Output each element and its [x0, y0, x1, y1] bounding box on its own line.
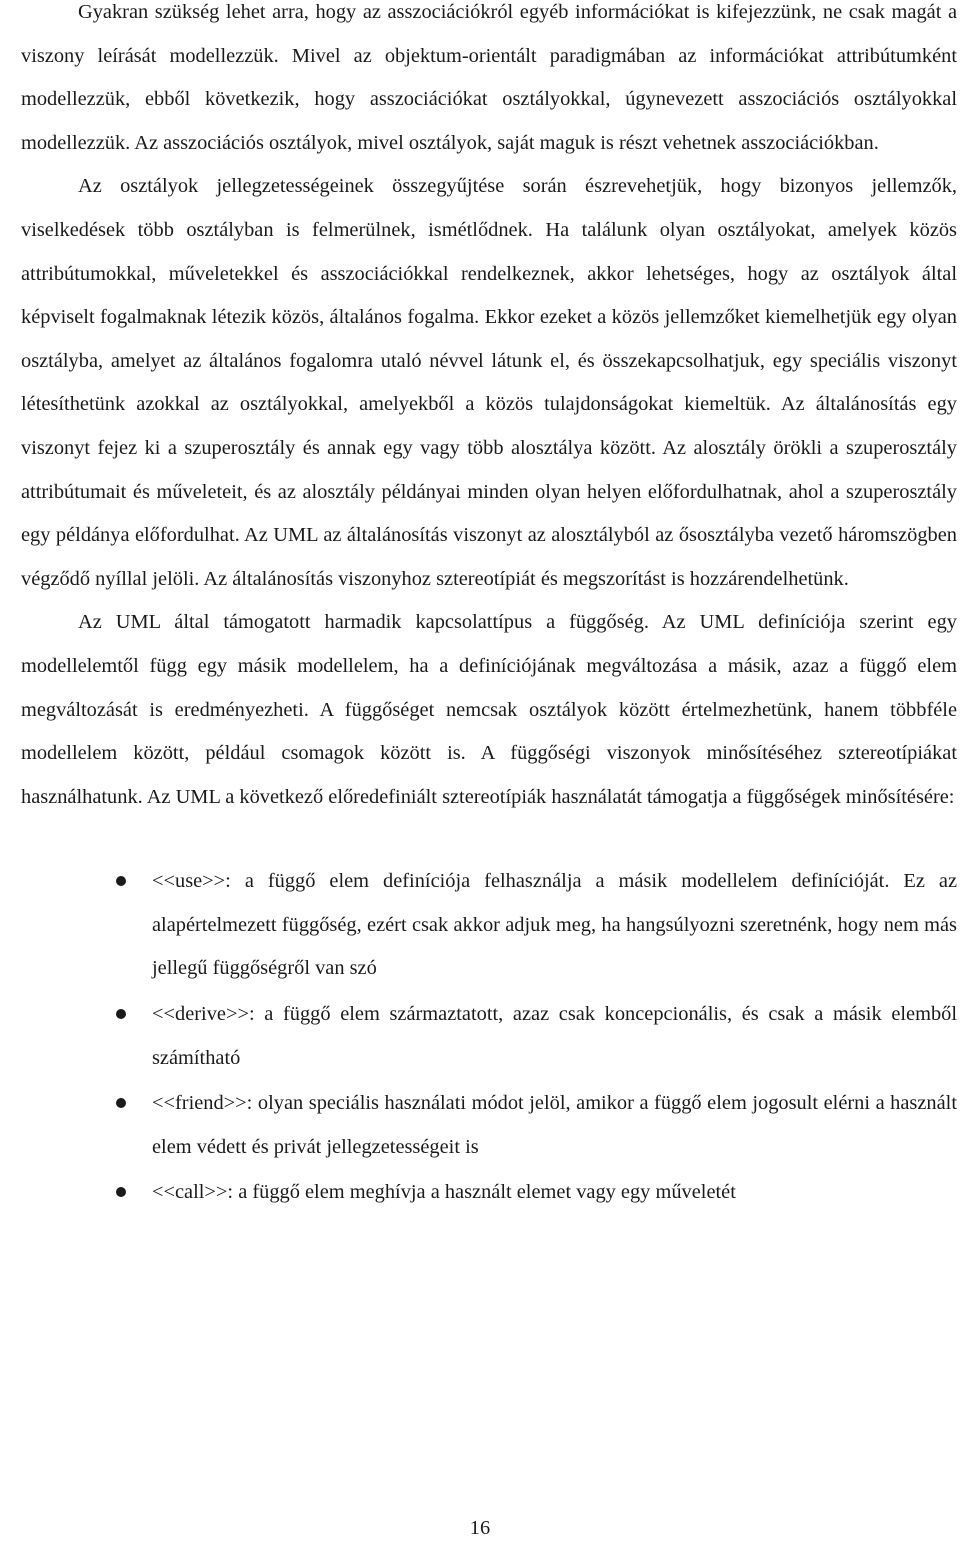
list-item-use [21, 860, 957, 991]
list-item-text: <<friend>>: olyan speciális használati módot jelöl, amikor a függő elem jogosult elérni a használt elem védett és privát jellegzetességeit is [152, 1092, 957, 1158]
bullet-icon [116, 876, 126, 886]
list-item-derive [21, 993, 957, 1080]
list-item-text: <<use>>: a függő elem definíciója felhasználja a másik modellelem definícióját. Ez az alapértelmezett függőség, ezért csak akkor adjuk meg, ha hangsúlyozni szeretnénk, hogy nem más jellegű függőségről van szó [152, 870, 957, 980]
document-page [21, 0, 957, 1217]
list-item-text: <<derive>>: a függő elem származtatott, azaz csak koncepcionális, és csak a másik elemből számítható [152, 1003, 957, 1069]
bullet-icon [116, 1009, 126, 1019]
bullet-icon [116, 1187, 126, 1197]
paragraph-dependency: Az UML által támogatott harmadik kapcsolattípus a függőség. Az UML definíciója szerint egy modellelemtől függ egy másik modellelem, ha a definíciójának megváltozása a másik, azaz a függő elem megváltozását is eredményezheti. A függőséget nemcsak osztályok között értelmezhetünk, hanem többféle modellelem között, például csomagok között is. A függőségi viszonyok minősítéséhez sztereotípiákat használhatunk. Az UML a következő előredefiniált sztereotípiák használatát támogatja a függőségek minősítésére: [21, 611, 957, 808]
stereotype-list [21, 860, 957, 1215]
bullet-icon [116, 1098, 126, 1108]
page-number: 16 [469, 1517, 491, 1539]
list-item-call [21, 1171, 957, 1215]
paragraph-association-classes: Gyakran szükség lehet arra, hogy az asszociációkról egyéb információkat is kifejezzünk, ne csak magát a viszony leírását modellezzük. Mivel az objektum-orientált paradigmában az információkat attribútumként modellezzük, ebből következik, hogy asszociációkat osztályokkal, úgynevezett asszociációs osztályokkal modellezzük. Az asszociációs osztályok, mivel osztályok, saját maguk is részt vehetnek asszociációkban. [21, 1, 957, 154]
paragraph-generalization: Az osztályok jellegzetességeinek összegyűjtése során észrevehetjük, hogy bizonyos jellemzők, viselkedések több osztályban is felmerülnek, ismétlődnek. Ha találunk olyan osztályokat, amelyek közös attribútumokkal, műveletekkel és asszociációkkal rendelkeznek, akkor lehetséges, hogy az osztályok által képviselt fogalmaknak létezik közös, általános fogalma. Ekkor ezeket a közös jellemzőket kiemelhetjük egy olyan osztályba, amelyet az általános fogalomra utaló névvel látunk el, és összekapcsolhatjuk, egy speciális viszonyt létesíthetünk azokkal az osztályokkal, amelyekből a közös tulajdonságokat kiemeltük. Az általánosítás egy viszonyt fejez ki a szuperosztály és annak egy vagy több alosztálya között. Az alosztály örökli a szuperosztály attribútumait és műveleteit, és az alosztály példányai minden olyan helyen előfordulhatnak, ahol a szuperosztály egy példánya előfordulhat. Az UML az általánosítás viszonyt az alosztályból az ősosztályba vezető háromszögben végződő nyíllal jelöli. Az általánosítás viszonyhoz sztereotípiát és megszorítást is hozzárendelhetünk. [21, 175, 957, 590]
list-item-text: <<call>>: a függő elem meghívja a használt elemet vagy egy műveletét [152, 1181, 736, 1204]
list-item-friend [21, 1082, 957, 1169]
